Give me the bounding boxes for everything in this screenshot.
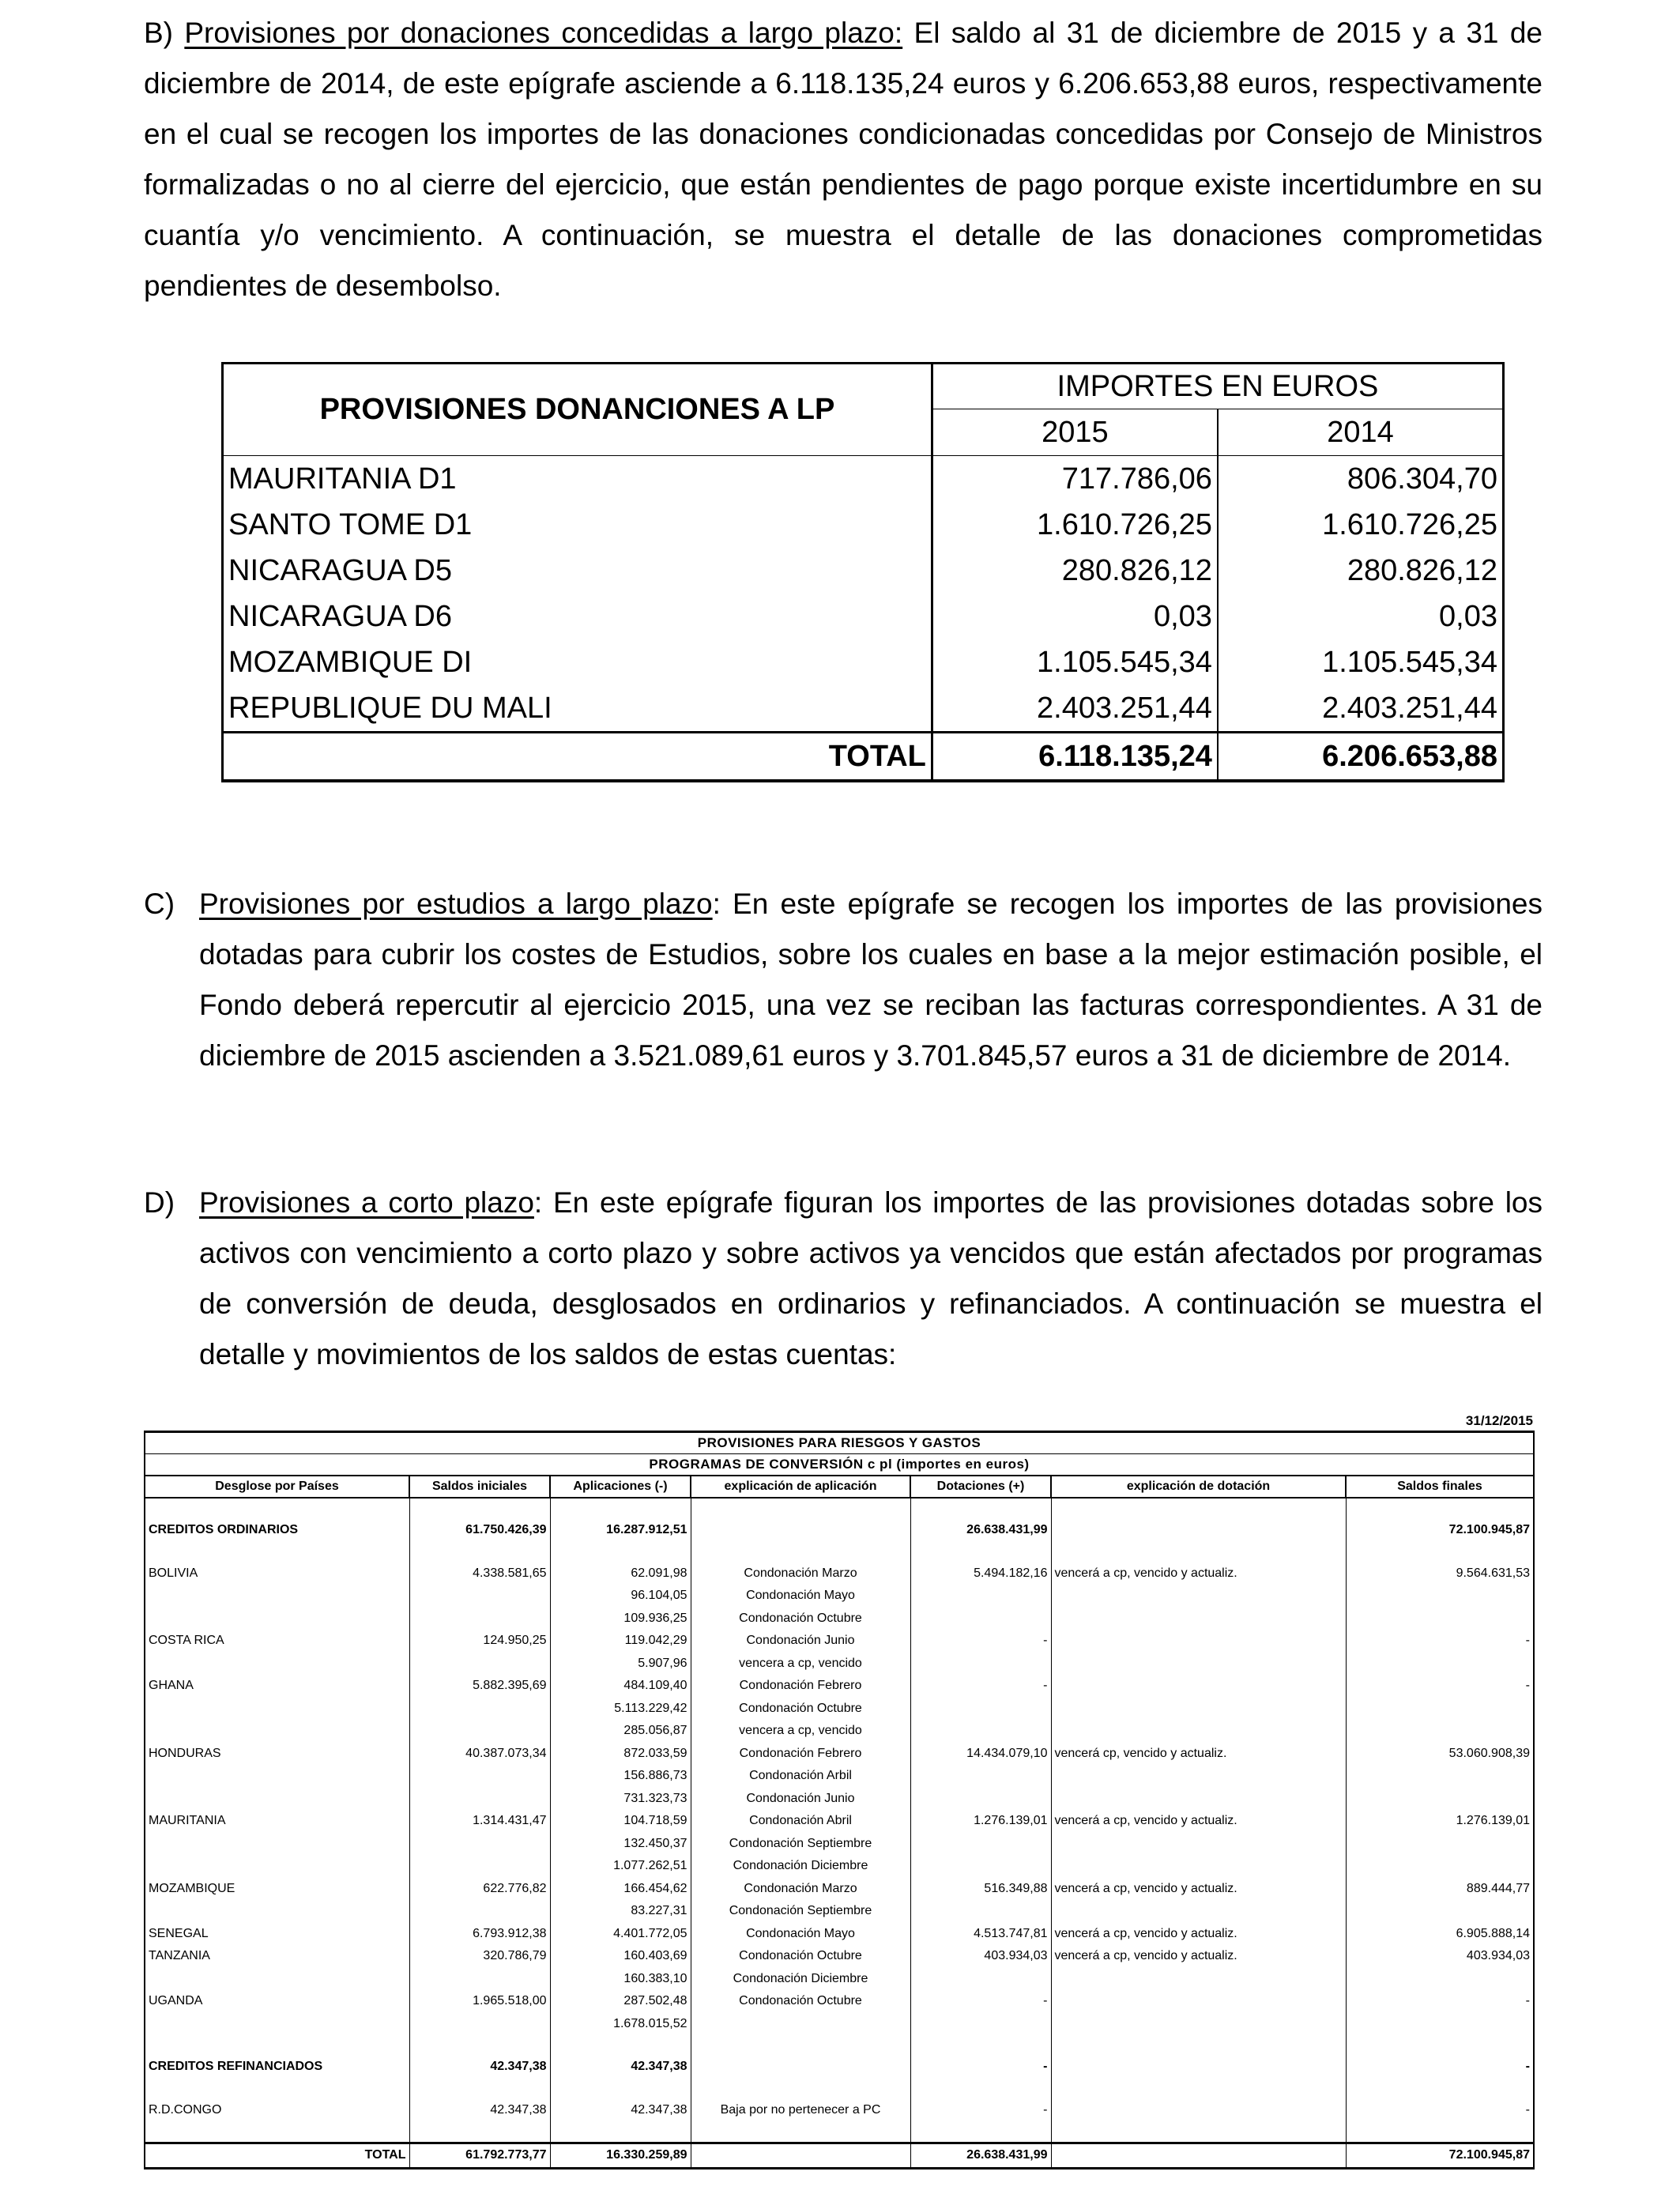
table2-saldo-inicial [409,1720,550,1743]
provisiones-donaciones-table [221,362,1505,782]
table2-explicacion-aplicacion [691,1519,910,1542]
table2-saldo-inicial [409,1968,550,1991]
table1-total-2014: 6.206.653,88 [1218,733,1504,782]
table2-explicacion-dotacion: vencerá a cp, vencido y actualiz. [1051,1563,1346,1585]
table2-aplicacion: 156.886,73 [550,1765,691,1788]
table2-total-dotacion: 26.638.431,99 [910,2143,1051,2169]
table2-explicacion-dotacion [1051,1900,1346,1923]
table2-pais [145,1720,409,1743]
table2-explicacion-dotacion: vencerá a cp, vencido y actualiz. [1051,1810,1346,1833]
table2-saldo-inicial [409,1585,550,1608]
table1-value-2014: 806.304,70 [1218,456,1504,503]
table2-aplicacion: 96.104,05 [550,1585,691,1608]
table2-saldo-inicial [409,1855,550,1878]
table2-pais: R.D.CONGO [145,2099,409,2122]
table1-title: PROVISIONES DONANCIONES A LP [223,364,932,456]
table2-empty-cell [910,2035,1051,2056]
table1-row [223,685,1504,733]
table2-pais [145,1833,409,1856]
table2-explicacion-dotacion [1051,1630,1346,1653]
table2-explicacion-aplicacion: Condonación Octubre [691,1698,910,1721]
table2-dotacion [910,1608,1051,1630]
table2-row [145,1900,1534,1923]
table2-saldo-inicial [409,2013,550,2036]
table2-explicacion-dotacion [1051,1519,1346,1542]
table2-pais [145,1698,409,1721]
table2-explicacion-aplicacion: Condonación Octubre [691,1945,910,1968]
table2-empty-cell [145,2035,409,2056]
table2-pais: UGANDA [145,1990,409,2013]
table2-aplicacion: 132.450,37 [550,1833,691,1856]
table2-section-row [145,1519,1534,1542]
table2-explicacion-dotacion [1051,1608,1346,1630]
table2-explicacion-aplicacion: Condonación Febrero [691,1743,910,1766]
table2-explicacion-aplicacion: Condonación Octubre [691,1990,910,2013]
table1-year-2015: 2015 [932,409,1218,456]
table2-empty-cell [550,1498,691,1519]
table2-saldo-inicial: 6.793.912,38 [409,1923,550,1946]
table2-dotacion [910,1585,1051,1608]
table2-dotacion: 516.349,88 [910,1878,1051,1901]
table2-empty-cell [910,2079,1051,2099]
table2-total-saldo-final: 72.100.945,87 [1346,2143,1534,2169]
table2-explicacion-aplicacion: vencera a cp, vencido [691,1653,910,1676]
table2-row [145,1653,1534,1676]
table2-aplicacion: 5.113.229,42 [550,1698,691,1721]
table2-saldo-final: - [1346,1675,1534,1698]
table1-value-2015: 717.786,06 [932,456,1218,503]
table2-header-saldos-iniciales: Saldos iniciales [409,1476,550,1498]
table1-country: MAURITANIA D1 [223,456,932,503]
section-d-text: : En este epígrafe figuran los importes de las provisiones dotadas sobre los activos con vencimiento a corto plazo y sobre activos ya vencidos que están afectados por programas de conversión de deuda, desglosados en ordinarios y refinanciados. A continuación se muestra el detalle y movimientos de los saldos de estas cuentas: [199,1186,1543,1370]
table2-explicacion-dotacion [1051,1675,1346,1698]
table2-pais [145,1585,409,1608]
table2-explicacion-aplicacion: Condonación Febrero [691,1675,910,1698]
table2-explicacion-dotacion [1051,2013,1346,2036]
table2-explicacion-aplicacion: Condonación Junio [691,1788,910,1811]
table2-row [145,1878,1534,1901]
table2-empty-cell [550,2079,691,2099]
table2-header-desglose: Desglose por Países [145,1476,409,1498]
table2-saldo-final: - [1346,2099,1534,2122]
table2-row [145,1608,1534,1630]
table2-spacer-row [145,1542,1534,1563]
table2-pais: TANZANIA [145,1945,409,1968]
table2-dotacion [910,1833,1051,1856]
table2-dotacion: - [910,1630,1051,1653]
table2-aplicacion: 287.502,48 [550,1990,691,2013]
table1-value-2015: 2.403.251,44 [932,685,1218,733]
table2-explicacion-dotacion [1051,1720,1346,1743]
table2-explicacion-dotacion [1051,1765,1346,1788]
table2-pais: CREDITOS ORDINARIOS [145,1519,409,1542]
section-d-paragraph [144,1178,1543,1380]
table2-row [145,1968,1534,1991]
table2-empty-cell [409,1542,550,1563]
table1-country: SANTO TOME D1 [223,502,932,548]
table2-saldo-final: 889.444,77 [1346,1878,1534,1901]
table2-saldo-inicial: 42.347,38 [409,2056,550,2079]
table2-dotacion [910,1788,1051,1811]
table2-pais: COSTA RICA [145,1630,409,1653]
table2-explicacion-dotacion: vencerá cp, vencido y actualiz. [1051,1743,1346,1766]
table2-row [145,1923,1534,1946]
table2-saldo-inicial [409,1698,550,1721]
table2-row [145,1788,1534,1811]
table2-saldo-final [1346,1720,1534,1743]
section-b-paragraph [144,8,1543,311]
table2-saldo-final [1346,1833,1534,1856]
table2-saldo-inicial [409,1765,550,1788]
table1-year-2014: 2014 [1218,409,1504,456]
table2-saldo-inicial [409,1608,550,1630]
table1-value-2015: 0,03 [932,594,1218,639]
table1-value-2014: 1.105.545,34 [1218,639,1504,685]
table2-explicacion-aplicacion [691,2056,910,2079]
table2-saldo-final [1346,1765,1534,1788]
table1-country: NICARAGUA D5 [223,548,932,594]
table2-dotacion: 26.638.431,99 [910,1519,1051,1542]
table2-row [145,1585,1534,1608]
table2-empty-cell [550,2035,691,2056]
table2-aplicacion: 119.042,29 [550,1630,691,1653]
table2-pais: BOLIVIA [145,1563,409,1585]
section-d-label: D) [144,1186,175,1219]
table2-empty-cell [1346,2079,1534,2099]
section-b-label: B) [144,17,173,49]
table2-saldo-final [1346,1698,1534,1721]
table2-dotacion: 5.494.182,16 [910,1563,1051,1585]
table2-explicacion-dotacion [1051,1968,1346,1991]
table2-aplicacion: 160.403,69 [550,1945,691,1968]
table2-dotacion [910,1720,1051,1743]
table2-explicacion-aplicacion: Baja por no pertenecer a PC [691,2099,910,2122]
table2-explicacion-dotacion [1051,1698,1346,1721]
table2-section-row [145,2056,1534,2079]
table2-row [145,1698,1534,1721]
table2-explicacion-dotacion [1051,1855,1346,1878]
table2-row [145,2013,1534,2036]
table2-empty-cell [910,1498,1051,1519]
table1-total-label: TOTAL [223,733,932,782]
section-c-label: C) [144,888,175,920]
table2-pais [145,1608,409,1630]
table1-row [223,548,1504,594]
table2-aplicacion: 42.347,38 [550,2099,691,2122]
table2-aplicacion: 42.347,38 [550,2056,691,2079]
table2-pais: HONDURAS [145,1743,409,1766]
table2-aplicacion: 872.033,59 [550,1743,691,1766]
provisiones-riesgos-table [144,1431,1535,2169]
table2-explicacion-dotacion: vencerá a cp, vencido y actualiz. [1051,1923,1346,1946]
table2-pais [145,1855,409,1878]
table2-saldo-final: 6.905.888,14 [1346,1923,1534,1946]
table2-saldo-inicial: 40.387.073,34 [409,1743,550,1766]
table2-empty-cell [910,1542,1051,1563]
table2-empty-cell [1346,2035,1534,2056]
table2-empty-cell [1346,2121,1534,2143]
table2-row [145,1630,1534,1653]
table1-row [223,456,1504,503]
table2-empty-cell [145,2121,409,2143]
table2-header-explicacion-aplicacion: explicación de aplicación [691,1476,910,1498]
table2-explicacion-aplicacion: Condonación Junio [691,1630,910,1653]
table2-explicacion-aplicacion: Condonación Mayo [691,1585,910,1608]
table2-saldo-final [1346,1900,1534,1923]
table2-saldo-final: - [1346,2056,1534,2079]
table2-empty-cell [1346,1542,1534,1563]
table2-saldo-inicial: 61.750.426,39 [409,1519,550,1542]
table2-row [145,1990,1534,2013]
table2-total-explicacion-dotacion [1051,2143,1346,2169]
table2-aplicacion: 62.091,98 [550,1563,691,1585]
table2-explicacion-aplicacion [691,2013,910,2036]
table2-header-explicacion-dotacion: explicación de dotación [1051,1476,1346,1498]
table2-date: 31/12/2015 [1465,1413,1533,1428]
table2-saldo-inicial [409,1788,550,1811]
table2-empty-cell [691,2121,910,2143]
table2-explicacion-aplicacion: Condonación Diciembre [691,1855,910,1878]
table2-saldo-final: 9.564.631,53 [1346,1563,1534,1585]
table2-empty-cell [1051,2079,1346,2099]
table2-empty-cell [550,2121,691,2143]
table2-empty-cell [691,2079,910,2099]
table2-spacer-row [145,2035,1534,2056]
table2-saldo-inicial: 42.347,38 [409,2099,550,2122]
table2-saldo-final [1346,1585,1534,1608]
table2-aplicacion: 1.077.262,51 [550,1855,691,1878]
table2-total-aplicacion: 16.330.259,89 [550,2143,691,2169]
table2-aplicacion: 1.678.015,52 [550,2013,691,2036]
table1-row [223,639,1504,685]
table2-explicacion-dotacion [1051,2099,1346,2122]
table1-country: NICARAGUA D6 [223,594,932,639]
table2-aplicacion: 160.383,10 [550,1968,691,1991]
table2-saldo-inicial: 4.338.581,65 [409,1563,550,1585]
table2-explicacion-dotacion: vencerá a cp, vencido y actualiz. [1051,1878,1346,1901]
table2-saldo-inicial: 1.965.518,00 [409,1990,550,2013]
table2-explicacion-dotacion [1051,2056,1346,2079]
table2-empty-cell [409,2035,550,2056]
table2-total-explicacion-aplicacion [691,2143,910,2169]
table2-saldo-inicial [409,1653,550,1676]
table2-explicacion-dotacion [1051,1585,1346,1608]
table2-total-saldo-inicial: 61.792.773,77 [409,2143,550,2169]
table2-row [145,1855,1534,1878]
table2-dotacion: 1.276.139,01 [910,1810,1051,1833]
table2-pais: MAURITANIA [145,1810,409,1833]
table2-empty-cell [550,1542,691,1563]
table2-saldo-final [1346,1968,1534,1991]
table2-row [145,1675,1534,1698]
table2-empty-cell [409,2121,550,2143]
table2-dotacion [910,1855,1051,1878]
table1-value-2014: 1.610.726,25 [1218,502,1504,548]
table1-row [223,502,1504,548]
table2-saldo-inicial: 124.950,25 [409,1630,550,1653]
table2-row [145,1765,1534,1788]
table2-dotacion: - [910,2099,1051,2122]
table2-empty-cell [409,1498,550,1519]
table2-row [145,1810,1534,1833]
table2-empty-cell [1051,1542,1346,1563]
table2-title-2: PROGRAMAS DE CONVERSIÓN c pl (importes en euros) [145,1454,1534,1476]
table2-spacer-row [145,2079,1534,2099]
table2-row [145,1720,1534,1743]
table2-saldo-inicial: 5.882.395,69 [409,1675,550,1698]
table2-empty-cell [1051,1498,1346,1519]
table2-explicacion-dotacion [1051,1833,1346,1856]
table2-explicacion-aplicacion: Condonación Diciembre [691,1968,910,1991]
section-c-title: Provisiones por estudios a largo plazo [199,888,713,920]
table2-dotacion [910,1900,1051,1923]
table2-title-1: PROVISIONES PARA RIESGOS Y GASTOS [145,1432,1534,1454]
table2-saldo-final: - [1346,1990,1534,2013]
table2-saldo-final [1346,2013,1534,2036]
table2-spacer-row [145,1498,1534,1519]
table2-saldo-final [1346,1608,1534,1630]
table2-row [145,1563,1534,1585]
table2-saldo-final [1346,1788,1534,1811]
section-c-paragraph [144,879,1543,1081]
table2-aplicacion: 109.936,25 [550,1608,691,1630]
table2-explicacion-dotacion [1051,1990,1346,2013]
table2-aplicacion: 104.718,59 [550,1810,691,1833]
table2-saldo-final: 403.934,03 [1346,1945,1534,1968]
table2-empty-cell [1346,1498,1534,1519]
table2-saldo-inicial: 1.314.431,47 [409,1810,550,1833]
section-b-text: El saldo al 31 de diciembre de 2015 y a 31 de diciembre de 2014, de este epígrafe asciende a 6.118.135,24 euros y 6.206.653,88 euros, respectivamente en el cual se recogen los importes de las donaciones condicionadas concedidas por Consejo de Ministros formalizadas o no al cierre del ejercicio, que están pendientes de pago porque existe incertidumbre en su cuantía y/o vencimiento. A continuación, se muestra el detalle de las donaciones comprometidas pendientes de desembolso. [144,17,1543,302]
table2-explicacion-aplicacion: Condonación Octubre [691,1608,910,1630]
table2-aplicacion: 16.287.912,51 [550,1519,691,1542]
table2-saldo-final [1346,1855,1534,1878]
table2-aplicacion: 4.401.772,05 [550,1923,691,1946]
table1-value-2015: 280.826,12 [932,548,1218,594]
table2-dotacion: - [910,1990,1051,2013]
table2-dotacion [910,2013,1051,2036]
table2-saldo-inicial [409,1900,550,1923]
table2-row [145,1833,1534,1856]
table2-saldo-final: 1.276.139,01 [1346,1810,1534,1833]
table2-pais [145,1765,409,1788]
table2-explicacion-aplicacion: Condonación Abril [691,1810,910,1833]
table2-empty-cell [910,2121,1051,2143]
section-d-title: Provisiones a corto plazo [199,1186,534,1219]
table2-saldo-final: 72.100.945,87 [1346,1519,1534,1542]
table2-saldo-final: - [1346,1630,1534,1653]
table2-saldo-inicial: 622.776,82 [409,1878,550,1901]
table2-pais: MOZAMBIQUE [145,1878,409,1901]
table1-value-2015: 1.105.545,34 [932,639,1218,685]
table1-country: REPUBLIQUE DU MALI [223,685,932,733]
table2-pais [145,1968,409,1991]
table2-aplicacion: 83.227,31 [550,1900,691,1923]
table2-dotacion [910,1968,1051,1991]
table2-pais [145,1653,409,1676]
table1-row [223,594,1504,639]
table2-empty-cell [409,2079,550,2099]
table2-spacer-row [145,2121,1534,2143]
table1-importes-header: IMPORTES EN EUROS [932,364,1503,409]
table2-explicacion-aplicacion: Condonación Marzo [691,1878,910,1901]
table2-explicacion-aplicacion: Condonación Septiembre [691,1833,910,1856]
table2-explicacion-dotacion [1051,1653,1346,1676]
table2-dotacion [910,1653,1051,1676]
table2-total-pais: TOTAL [145,2143,409,2169]
table2-dotacion: - [910,2056,1051,2079]
table2-dotacion [910,1765,1051,1788]
table2-empty-cell [1051,2035,1346,2056]
table2-pais [145,2013,409,2036]
table2-saldo-final: 53.060.908,39 [1346,1743,1534,1766]
table2-aplicacion: 731.323,73 [550,1788,691,1811]
table2-header-aplicaciones: Aplicaciones (-) [550,1476,691,1498]
table1-value-2014: 0,03 [1218,594,1504,639]
table2-dotacion [910,1698,1051,1721]
table2-row [145,1945,1534,1968]
table2-aplicacion: 484.109,40 [550,1675,691,1698]
table2-explicacion-aplicacion: Condonación Septiembre [691,1900,910,1923]
table2-dotacion: 14.434.079,10 [910,1743,1051,1766]
table1-value-2015: 1.610.726,25 [932,502,1218,548]
section-b-title: Provisiones por donaciones concedidas a largo plazo: [184,17,903,49]
table2-aplicacion: 5.907,96 [550,1653,691,1676]
table2-saldo-inicial [409,1833,550,1856]
section-c-text: : En este epígrafe se recogen los importes de las provisiones dotadas para cubrir los costes de Estudios, sobre los cuales en base a la mejor estimación posible, el Fondo deberá repercutir al ejercicio 2015, una vez se reciban las facturas correspondientes. A 31 de diciembre de 2015 ascienden a 3.521.089,61 euros y 3.701.845,57 euros a 31 de diciembre de 2014. [199,888,1543,1072]
table2-total-row [145,2143,1534,2169]
table2-pais [145,1900,409,1923]
table2-explicacion-aplicacion: Condonación Mayo [691,1923,910,1946]
table2-pais [145,1788,409,1811]
table2-header-saldos-finales: Saldos finales [1346,1476,1534,1498]
table2-explicacion-dotacion [1051,1788,1346,1811]
table2-saldo-final [1346,1653,1534,1676]
table2-row [145,1743,1534,1766]
table2-explicacion-dotacion: vencerá a cp, vencido y actualiz. [1051,1945,1346,1968]
table2-empty-cell [145,1498,409,1519]
table2-empty-cell [145,2079,409,2099]
table2-dotacion: 403.934,03 [910,1945,1051,1968]
table1-total-2015: 6.118.135,24 [932,733,1218,782]
table2-saldo-inicial: 320.786,79 [409,1945,550,1968]
table2-dotacion: - [910,1675,1051,1698]
table2-explicacion-aplicacion: Condonación Marzo [691,1563,910,1585]
table2-dotacion: 4.513.747,81 [910,1923,1051,1946]
table2-pais: SENEGAL [145,1923,409,1946]
table2-header-dotaciones: Dotaciones (+) [910,1476,1051,1498]
table2-empty-cell [1051,2121,1346,2143]
table2-empty-cell [691,1542,910,1563]
table2-explicacion-aplicacion: vencera a cp, vencido [691,1720,910,1743]
table2-row [145,2099,1534,2122]
table2-pais: CREDITOS REFINANCIADOS [145,2056,409,2079]
table2-empty-cell [691,1498,910,1519]
table1-country: MOZAMBIQUE DI [223,639,932,685]
table2-empty-cell [145,1542,409,1563]
table1-value-2014: 280.826,12 [1218,548,1504,594]
table2-empty-cell [691,2035,910,2056]
table2-aplicacion: 285.056,87 [550,1720,691,1743]
table1-value-2014: 2.403.251,44 [1218,685,1504,733]
table2-pais: GHANA [145,1675,409,1698]
table2-explicacion-aplicacion: Condonación Arbil [691,1765,910,1788]
table2-aplicacion: 166.454,62 [550,1878,691,1901]
